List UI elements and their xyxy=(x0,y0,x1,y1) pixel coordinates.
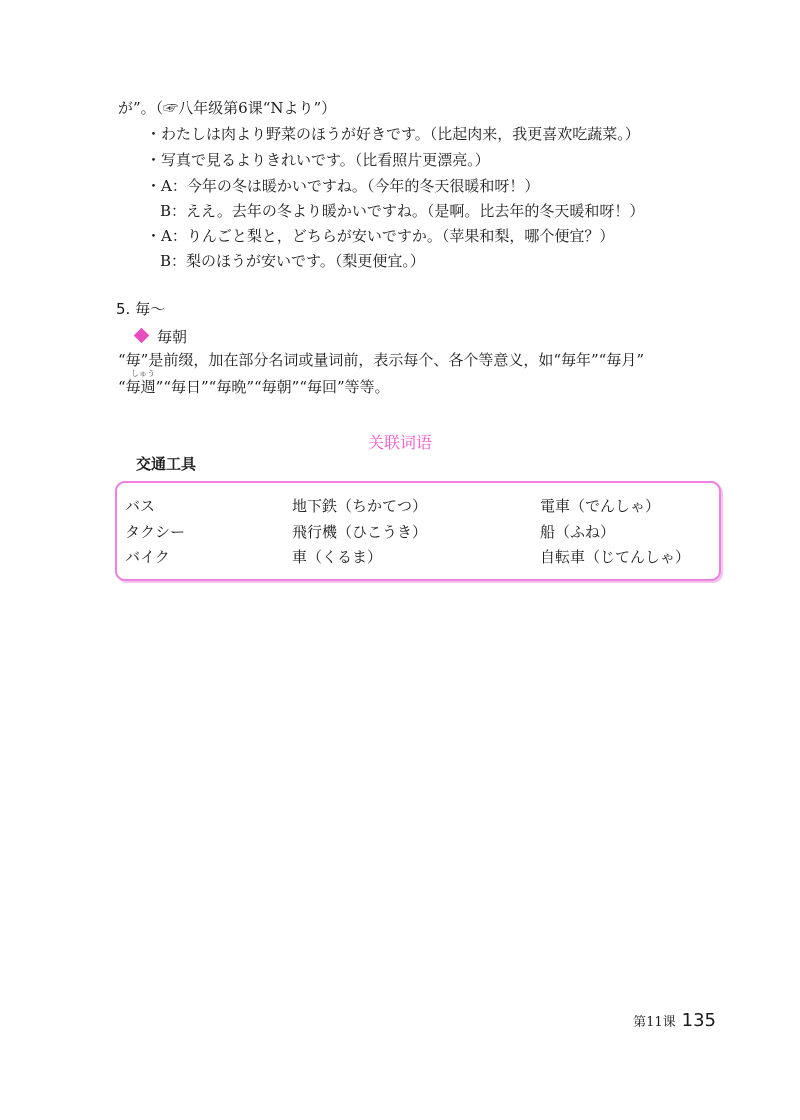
page-number: 135 xyxy=(681,1010,716,1031)
example-4b: B：梨のほうが安いです。（梨更便宜。） xyxy=(160,252,425,270)
vocab-cell: 船（ふね） xyxy=(540,523,616,541)
vocab-cell: タクシー xyxy=(125,523,186,541)
vocab-cell: 地下鉄（ちかてつ） xyxy=(292,497,428,515)
vocab-cell: バイク xyxy=(125,548,170,566)
bullet-text: 毎朝 xyxy=(157,328,188,346)
example-4a: ・A：りんごと梨と，どちらが安いですか。（苹果和梨，哪个便宜？） xyxy=(146,227,615,245)
vocab-heading: 关联词语 xyxy=(367,433,432,452)
intro-line: が”。（☞八年级第6课“Nより”） xyxy=(118,99,337,117)
page-footer xyxy=(600,1010,716,1031)
vocab-cell: 自転車（じてんしゃ） xyxy=(540,548,691,566)
section-bullet xyxy=(136,326,187,347)
vocab-cell: 飛行機（ひこうき） xyxy=(292,523,428,541)
example-3a: ・A：今年の冬は暖かいですね。（今年的冬天很暖和呀！） xyxy=(146,177,540,195)
example-2: ・写真で見るよりきれいです。（比看照片更漂亮。） xyxy=(146,151,490,169)
example-1: ・わたしは肉より野菜のほうが好きです。（比起肉来，我更喜欢吃蔬菜。） xyxy=(146,125,640,143)
vocab-box xyxy=(115,481,721,581)
diamond-bullet-icon xyxy=(134,328,150,344)
vocab-cell: バス xyxy=(125,497,156,515)
vocab-cell: 車（くるま） xyxy=(292,548,383,566)
ruby-annotation: しゅう xyxy=(131,369,155,378)
lesson-label: 第11课 xyxy=(633,1015,676,1030)
vocab-subheading: 交通工具 xyxy=(136,455,197,473)
section-title: 5. 毎～ xyxy=(116,300,166,318)
paragraph-line-2: “毎週”“毎日”“毎晩”“毎朝”“毎回”等等。 xyxy=(118,378,390,396)
example-3b: B：ええ。去年の冬より暖かいですね。（是啊。比去年的冬天暖和呀！） xyxy=(160,202,645,220)
paragraph-line-1: “毎”是前缀，加在部分名词或量词前，表示每个、各个等意义，如“毎年”“毎月” xyxy=(118,351,645,369)
vocab-cell: 電車（でんしゃ） xyxy=(540,497,661,515)
